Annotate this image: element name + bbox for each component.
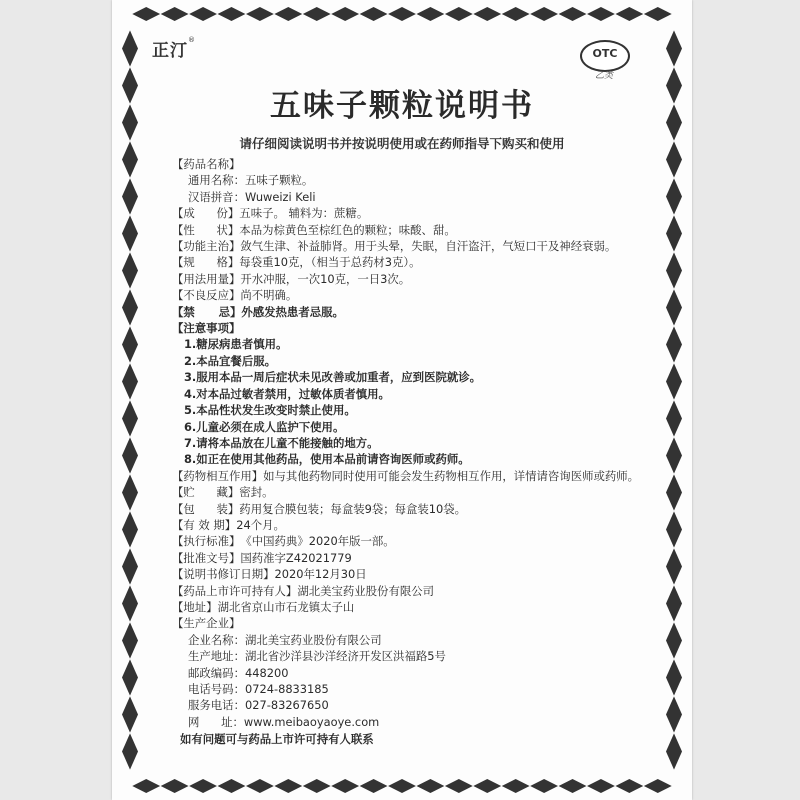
border-diamond (666, 289, 682, 325)
specification-row: 【规 格】 每袋重10克，（相当于总药材3克）。 (172, 255, 421, 270)
border-diamond (122, 363, 138, 399)
border-diamond (274, 7, 302, 21)
border-diamond (666, 363, 682, 399)
character-row: 【性 状】 本品为棕黄色至棕红色的颗粒；味酸、甜。 (172, 222, 456, 237)
border-diamond (530, 7, 558, 21)
note-item: 5.本品性状发生改变时禁止使用。 (184, 403, 356, 418)
border-diamond (587, 779, 615, 793)
border-diamond (122, 474, 138, 510)
brand-logo (152, 36, 196, 61)
border-diamond (445, 779, 473, 793)
border-diamond (416, 7, 444, 21)
company-row: 企业名称： 湖北美宝药业股份有限公司 (188, 632, 382, 647)
border-diamond (218, 779, 246, 793)
border-diamond (303, 7, 331, 21)
note-item: 4.对本品过敏者禁用，过敏体质者慎用。 (184, 386, 390, 401)
holder-row: 【药品上市许可持有人】 湖北美宝药业股份有限公司 (172, 583, 435, 598)
border-diamond (416, 779, 444, 793)
border-diamond (559, 779, 587, 793)
border-diamond (666, 326, 682, 362)
contraindication-row: 【禁 忌】 外感发热患者忌服。 (172, 304, 344, 319)
otc-class: 乙类 (594, 71, 613, 81)
otc-badge: OTC (580, 40, 630, 72)
border-diamond (122, 696, 138, 732)
border-diamond (122, 252, 138, 288)
border-diamond (122, 437, 138, 473)
border-diamond (122, 733, 138, 769)
note-item: 3.服用本品一周后症状未见改善或加重者，应到医院就诊。 (184, 370, 482, 385)
border-diamond (122, 622, 138, 658)
border-diamond (122, 215, 138, 251)
website-row: 网 址： www.meibaoyaoye.com (188, 714, 380, 729)
border-diamond (122, 548, 138, 584)
border-diamond (666, 400, 682, 436)
border-diamond (666, 511, 682, 547)
border-diamond (122, 289, 138, 325)
border-diamond (161, 7, 189, 21)
leaflet-content (172, 156, 642, 748)
registered-mark: ® (188, 36, 196, 44)
border-diamond (473, 7, 501, 21)
border-diamond (473, 779, 501, 793)
composition-row: 【成 份】 五味子。 辅料为：蔗糖。 (172, 206, 369, 221)
note-item: 8.如正在使用其他药品，使用本品前请咨询医师或药师。 (184, 452, 470, 467)
border-diamond (274, 779, 302, 793)
border-diamond (644, 7, 672, 21)
border-diamond (122, 659, 138, 695)
border-diamond (615, 7, 643, 21)
border-diamond (132, 7, 160, 21)
phone-row: 电话号码： 0724-8833185 (188, 682, 329, 696)
standard-row: 【执行标准】 《中国药典》2020年版一部。 (172, 534, 395, 549)
notes-header: 【注意事项】 (172, 321, 241, 336)
border-diamond (445, 7, 473, 21)
service-phone-row: 服务电话： 027-83267650 (188, 698, 329, 713)
interaction-row: 【药物相互作用】 如与其他药物同时使用可能会发生药物相互作用，详情请咨询医师或药师。 (172, 468, 640, 483)
brand-logo-text: 正汀 (152, 41, 188, 61)
usage-row: 【用法用量】 开水冲服，一次10克，一日3次。 (172, 271, 411, 286)
border-diamond (360, 779, 388, 793)
border-diamond (122, 178, 138, 214)
generic-name-row: 通用名称： 五味子颗粒。 (188, 173, 314, 188)
border-diamond (587, 7, 615, 21)
border-diamond (388, 7, 416, 21)
border-diamond (331, 7, 359, 21)
border-diamond (666, 622, 682, 658)
border-diamond (246, 7, 274, 21)
storage-row: 【贮 藏】 密封。 (172, 485, 274, 500)
border-diamond (666, 178, 682, 214)
border-diamond (388, 779, 416, 793)
approval-row: 【批准文号】 国药准字Z42021779 (172, 550, 352, 565)
border-diamond (666, 733, 682, 769)
border-diamond (161, 779, 189, 793)
note-item: 7.请将本品放在儿童不能接触的地方。 (184, 435, 379, 450)
page-subtitle: 请仔细阅读说明书并按说明使用或在药师指导下购买和使用 (239, 136, 565, 151)
revision-row: 【说明书修订日期】 2020年12月30日 (172, 567, 367, 582)
border-diamond (218, 7, 246, 21)
border-diamond (122, 511, 138, 547)
note-item: 1.糖尿病患者慎用。 (184, 337, 288, 352)
border-diamond (559, 7, 587, 21)
border-diamond (530, 779, 558, 793)
package-row: 【包 装】 药用复合膜包装；每盒装9袋；每盒装10袋。 (172, 501, 467, 516)
border-diamond (666, 474, 682, 510)
postcode-row: 邮政编码： 448200 (188, 665, 289, 680)
drug-name-header: 【药品名称】 (172, 157, 241, 171)
border-diamond (502, 779, 530, 793)
border-diamond (122, 400, 138, 436)
border-diamond (246, 779, 274, 793)
production-address-row: 生产地址： 湖北省沙洋县沙洋经济开发区洪福路5号 (188, 649, 446, 664)
note-item: 2.本品宜餐后服。 (184, 353, 276, 368)
validity-row: 【有 效 期】 24个月。 (172, 517, 285, 532)
border-diamond (132, 779, 160, 793)
instruction-sheet (112, 0, 692, 800)
border-diamond (189, 779, 217, 793)
border-diamond (303, 779, 331, 793)
border-diamond (122, 326, 138, 362)
border-diamond (666, 696, 682, 732)
border-diamond (189, 7, 217, 21)
border-diamond (122, 30, 138, 66)
address-row: 【地址】 湖北省京山市石龙镇太子山 (172, 599, 355, 614)
border-diamond (644, 779, 672, 793)
page-title: 五味子颗粒说明书 (270, 88, 534, 124)
border-diamond (666, 659, 682, 695)
border-diamond (666, 30, 682, 66)
border-diamond (666, 585, 682, 621)
border-diamond (666, 252, 682, 288)
note-item: 6.儿童必须在成人监护下使用。 (184, 419, 345, 434)
border-diamond (666, 437, 682, 473)
border-diamond (122, 585, 138, 621)
border-diamond (615, 779, 643, 793)
pinyin-row: 汉语拼音： Wuweizi Keli (188, 189, 316, 204)
border-diamond (502, 7, 530, 21)
adverse-row: 【不良反应】 尚不明确。 (172, 288, 298, 303)
footer-contact-note: 如有问题可与药品上市许可持有人联系 (180, 732, 374, 747)
border-diamond (360, 7, 388, 21)
indication-row: 【功能主治】 敛气生津、补益肺肾。用于头晕，失眠，自汗盗汗，气短口干及神经衰弱。 (172, 239, 617, 254)
border-diamond (666, 548, 682, 584)
border-diamond (666, 215, 682, 251)
border-diamond (331, 779, 359, 793)
manufacturer-header: 【生产企业】 (172, 616, 241, 631)
